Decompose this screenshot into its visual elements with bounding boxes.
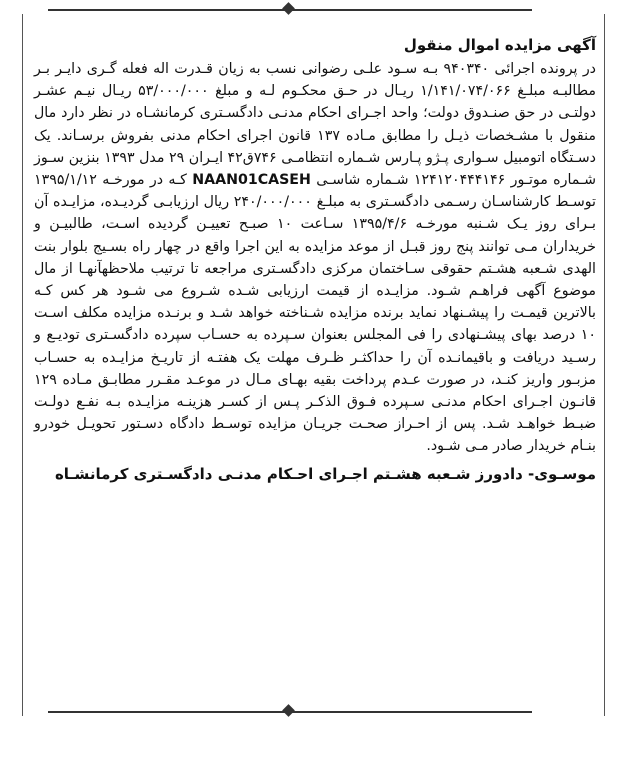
left-frame-line [22, 14, 23, 716]
diamond-ornament-icon [282, 704, 295, 717]
notice-body-part2: کـه در مورخـه ۱۳۹۵/۱/۱۲ توسـط کارشناسـان رسـمی دادگسـتری به مبلـغ ۲۴۰/۰۰۰/۰۰۰ ریال ارزیابـی گردیـده، مزایـده آن بـرای روز یـک شـنبه مورخـه ۱۳۹۵/۴/۶ سـاعت ۱۰ صبـح تعییـن گردیده اسـت، طالبیـن و خریداران مـی توانند پنج روز قبـل از موعد مزایده به این اجرا واقع در چهار راه بسـیج بلوار بنت الهدی شـعبه هشـتم حقوقی سـاختمان مرکزی دادگسـتری مراجعه تا ترتیب ملاحظهآنهـا از مال موضوع آگهی فراهـم شـود. مزایـده از قیمت ارزیابی شـده شـروع می شـود هر کس کـه بالاترین قیمـت را پیشـنهاد نماید برنده مزایده شـناخته خواهد شـد و برنـده مزایده مکلف اسـت ۱۰ درصد بهای پیشـنهادی را فی المجلس بعنوان سـپرده به حسـاب سپرده دادگسـتری تودیـع و رسـید دریافت و باقیمانـده آن را حداکثـر ظـرف مهلت یک هفتـه از تاریـخ مزایـده به حسـاب مزبـور واریز کنـد، در صورت عـدم پرداخت بقیه بهـای مـال در موعـد مقـرر مطابـق مـاده ۱۲۹ قانـون اجـرای احکام مدنـی سـپرده فـوق الذکـر پـس از کسـر هزینـه مزایـده بـه نفـع دولـت ضبـط خواهـد شـد. پس از احـراز صحـت جریـان مزایده توسـط دادگاه دسـتور تحویـل خودرو بنـام خریدار صادر مـی شـود. [34, 172, 597, 455]
diamond-ornament-icon [282, 2, 295, 15]
bottom-divider [48, 706, 532, 718]
notice-body-part1: در پرونده اجرائی ۹۴۰۳۴۰ بـه سـود علـی رضوانی نسب به زیان قـدرت اله فعله گـری دایـر بـر مطالبـه مبلـغ ۱/۱۴۱/۰۷۴/۰۶۶ ریـال در حـق محکـوم لـه و مبلغ ۵۳/۰۰۰/۰۰۰ ریـال نیـم عشـر دولتـی در حق صنـدوق دولت؛ واحد اجـرای احکام مدنـی دادگسـتری کرمانشـاه در نظر دارد مال منقول با مشـخصات ذیـل را مطابق مـاده ۱۳۷ قانون اجرای احکام مدنی بفروش برسـاند. یک دسـتگاه اتومبیل سـواری پـژو پـارس شـماره انتظامـی ۷۴۶ق۴۲ ایـران ۲۹ مدل ۱۳۹۳ بنزین سـوز شـماره موتـور ۱۲۴۱۲۰۴۴۴۱۴۶ شـماره شاسـی [34, 61, 597, 189]
notice-signature: موسـوی- دادورز شـعبه هشـتم اجـرای احـکام مدنـی دادگسـتری کرمانشـاه [54, 464, 596, 483]
auction-notice [34, 36, 596, 486]
notice-title: آگهی مزایده اموال منقول [403, 36, 596, 54]
notice-body [34, 58, 596, 458]
top-divider [48, 4, 532, 16]
right-frame-line [604, 14, 605, 716]
chassis-number: NAAN01CASEH [192, 172, 311, 189]
